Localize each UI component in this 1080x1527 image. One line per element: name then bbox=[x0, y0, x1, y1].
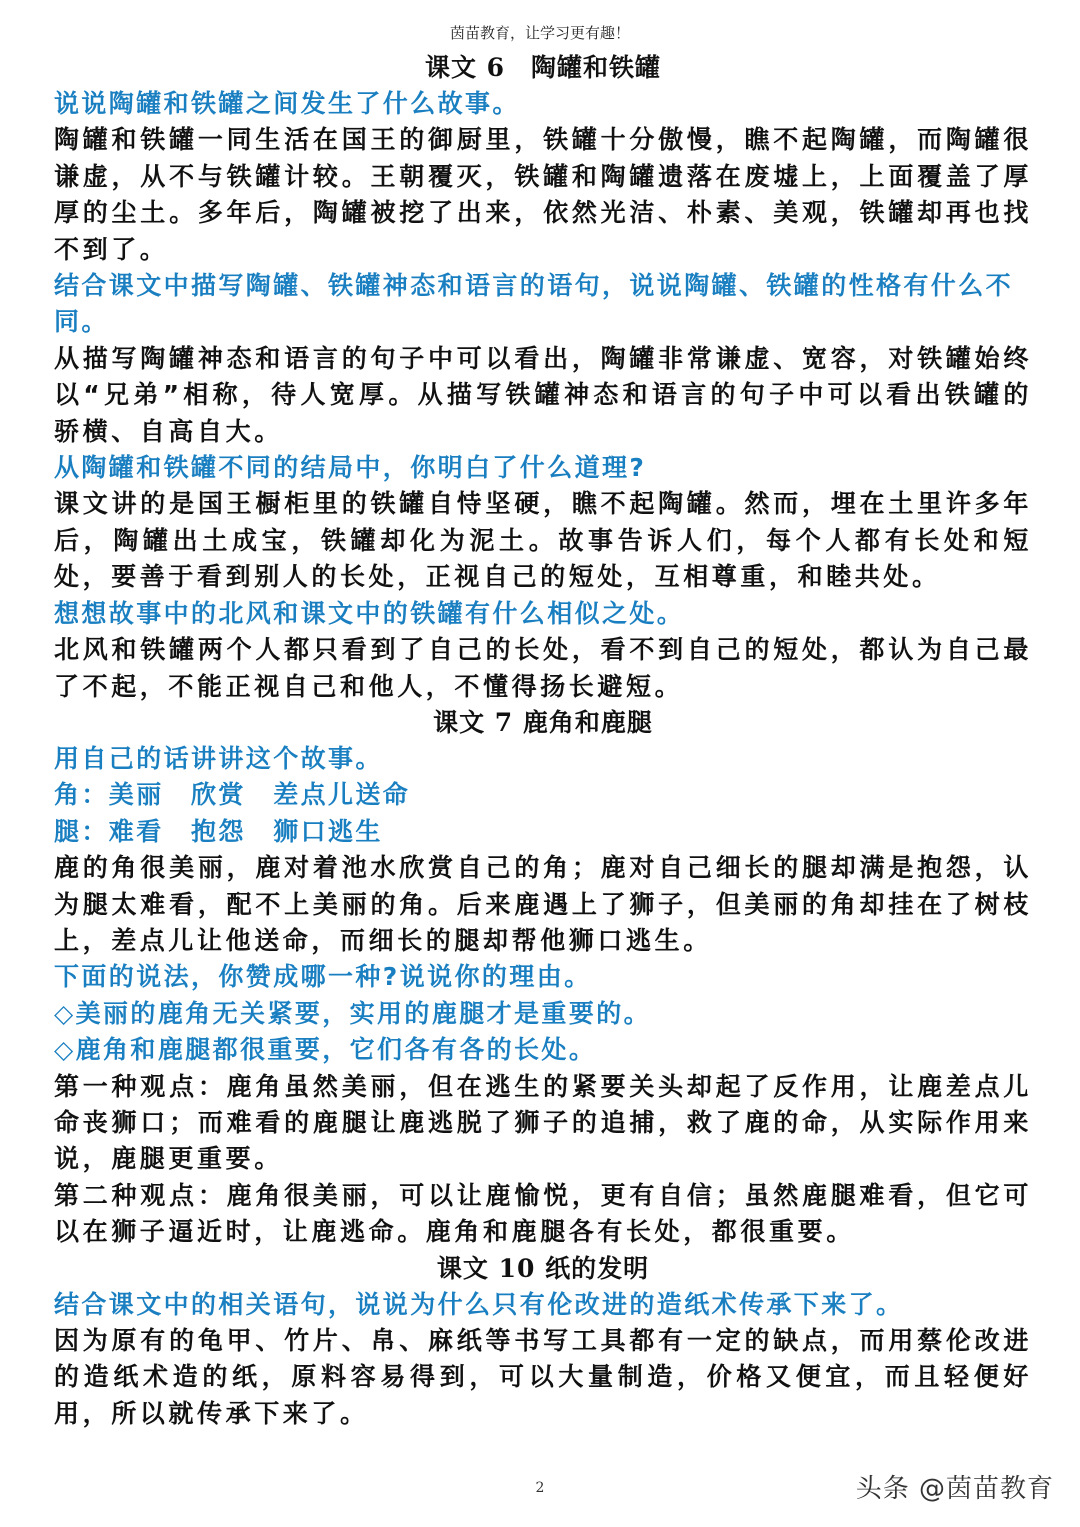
section-title: 课文 6 陶罐和铁罐 bbox=[424, 53, 662, 82]
keyword-line: 角：美丽 欣赏 差点儿送命 bbox=[54, 780, 411, 810]
section-lesson-7 bbox=[54, 705, 1032, 1251]
answer: 从描写陶罐神态和语言的句子中可以看出，陶罐非常谦虚、宽容，对铁罐始终以“兄弟”相称，待人宽厚。从描写铁罐神态和语言的句子中可以看出铁罐的骄横、自高自大。 bbox=[54, 343, 1032, 446]
answer: 因为原有的龟甲、竹片、帛、麻纸等书写工具都有一定的缺点，而用蔡伦改进的造纸术造的纸，原料容易得到，可以大量制造，价格又便宜，而且轻便好用，所以就传承下来了。 bbox=[54, 1326, 1032, 1428]
answer: 北风和铁罐两个人都只看到了自己的长处，看不到自己的短处，都认为自己最了不起，不能正视自己和他人，不懂得扬长避短。 bbox=[54, 635, 1032, 701]
section-title: 课文 10 纸的发明 bbox=[436, 1253, 650, 1283]
keyword-line: 腿：难看 抱怨 狮口逃生 bbox=[54, 816, 383, 846]
section-title: 课文 7 鹿角和鹿腿 bbox=[433, 707, 653, 737]
section-lesson-10 bbox=[54, 1251, 1032, 1433]
question: 用自己的话讲讲这个故事。 bbox=[54, 743, 383, 773]
page-number: 2 bbox=[535, 1480, 545, 1496]
answer: 鹿的角很美丽，鹿对着池水欣赏自己的角；鹿对自己细长的腿却满是抱怨，认为腿太难看，配不上美丽的角。后来鹿遇上了狮子，但美丽的角却挂在了树枝上，差点儿让他送命，而细长的腿却帮他狮口逃生。 bbox=[54, 853, 1032, 955]
option-item: ◇鹿角和鹿腿都很重要，它们各有各的长处。 bbox=[54, 1035, 597, 1065]
page-header-slogan: 茵苗教育，让学习更有趣！ bbox=[449, 24, 630, 42]
question: 下面的说法，你赞成哪一种?说说你的理由。 bbox=[54, 962, 592, 992]
question: 说说陶罐和铁罐之间发生了什么故事。 bbox=[54, 89, 520, 118]
answer: 课文讲的是国王橱柜里的铁罐自恃坚硬，瞧不起陶罐。然而，埋在土里许多年后，陶罐出土成宝，铁罐却化为泥土。故事告诉人们，每个人都有长处和短处，要善于看到别人的长处，正视自己的短处，互相尊重，和睦共处。 bbox=[54, 489, 1032, 592]
document-body bbox=[54, 50, 1032, 1432]
answer: 第一种观点：鹿角虽然美丽，但在逃生的紧要关头却起了反作用，让鹿差点儿命丧狮口；而难看的鹿腿让鹿逃脱了狮子的追捕，救了鹿的命，从实际作用来说，鹿腿更重要。 bbox=[54, 1071, 1032, 1174]
watermark: 头条 @茵苗教育 bbox=[855, 1474, 1054, 1504]
option-item: ◇美丽的鹿角无关紧要，实用的鹿腿才是重要的。 bbox=[54, 998, 652, 1028]
question: 结合课文中描写陶罐、铁罐神态和语言的语句，说说陶罐、铁罐的性格有什么不同。 bbox=[54, 271, 1014, 337]
answer: 陶罐和铁罐一同生活在国王的御厨里，铁罐十分傲慢，瞧不起陶罐，而陶罐很谦虚，从不与铁罐计较。王朝覆灭，铁罐和陶罐遗落在废墟上，上面覆盖了厚厚的尘土。多年后，陶罐被挖了出来，依然光洁、朴素、美观，铁罐却再也找不到了。 bbox=[54, 125, 1032, 264]
question: 想想故事中的北风和课文中的铁罐有什么相似之处。 bbox=[54, 598, 685, 628]
section-lesson-6 bbox=[54, 50, 1032, 705]
question: 结合课文中的相关语句，说说为什么只有伦改进的造纸术传承下来了。 bbox=[54, 1289, 904, 1319]
answer: 第二种观点：鹿角很美丽，可以让鹿愉悦，更有自信；虽然鹿腿难看，但它可以在狮子逼近时，让鹿逃命。鹿角和鹿腿各有长处，都很重要。 bbox=[54, 1180, 1032, 1247]
question: 从陶罐和铁罐不同的结局中，你明白了什么道理? bbox=[54, 453, 647, 483]
